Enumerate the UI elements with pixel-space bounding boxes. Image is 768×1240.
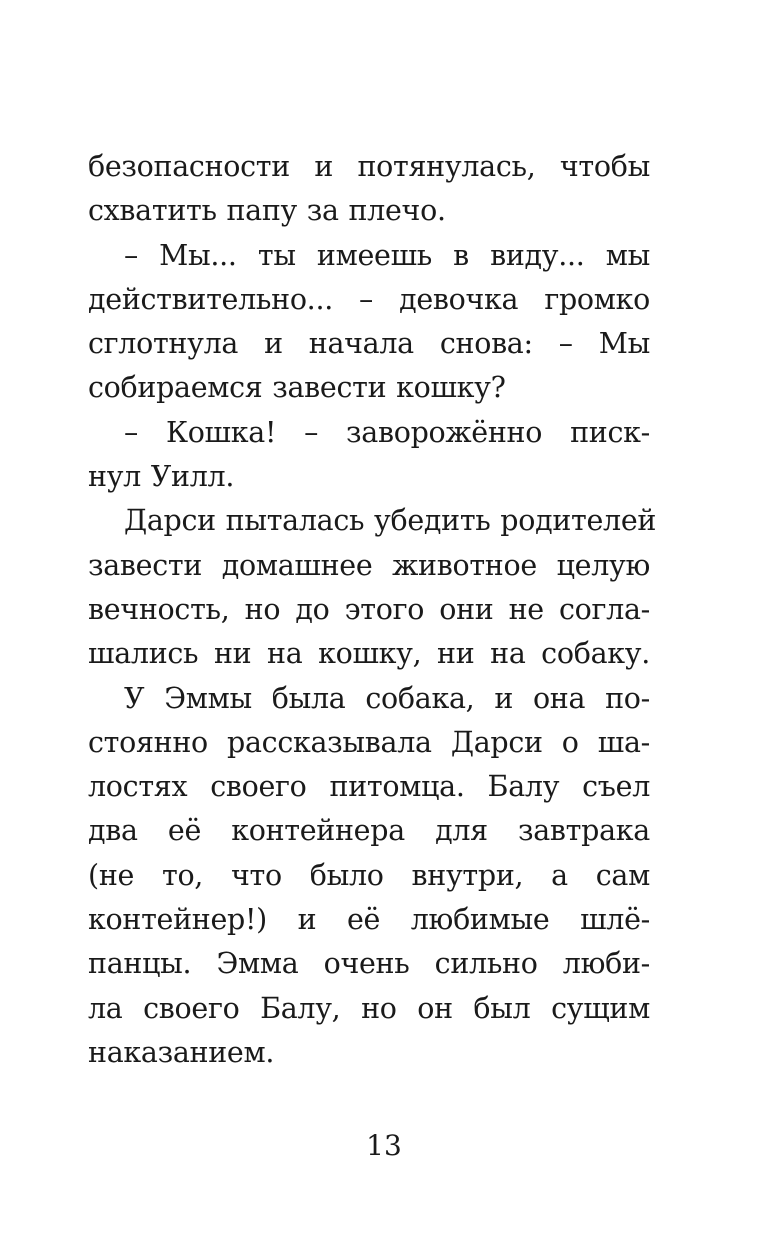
- text-line: стоянно рассказывала Дарси о ша-: [88, 725, 650, 759]
- text-line: нул Уилл.: [88, 460, 235, 494]
- text-line: схватить папу за плечо.: [88, 194, 446, 228]
- text-line: У Эммы была собака, и она по-: [124, 681, 650, 715]
- text-line: панцы. Эмма очень сильно люби-: [88, 947, 650, 981]
- text-line: безопасности и потянулась, чтобы: [88, 150, 650, 183]
- text-line: лостях своего питомца. Балу съел: [88, 770, 650, 804]
- text-line: шались ни на кошку, ни на собаку.: [88, 637, 650, 671]
- text-line: наказанием.: [88, 1035, 275, 1069]
- text-line: завести домашнее животное целую: [88, 548, 650, 582]
- text-line: вечность, но до этого они не согла-: [88, 592, 650, 626]
- page-number: 13: [366, 1129, 402, 1162]
- text-line: действительно... – девочка громко: [88, 282, 650, 316]
- body-text: [88, 145, 657, 1075]
- text-line: контейнер!) и её любимые шлё-: [88, 903, 650, 937]
- text-line: (не то, что было внутри, а сам: [88, 858, 650, 892]
- text-line: ла своего Балу, но он был сущим: [88, 991, 650, 1025]
- text-line: собираемся завести кошку?: [88, 371, 506, 405]
- text-line: Дарси пыталась убедить родителей: [124, 504, 657, 538]
- text-line: – Кошка! – заворожённо писк-: [124, 415, 650, 449]
- text-line: сглотнула и начала снова: – Мы: [88, 327, 650, 361]
- text-line: два её контейнера для завтрака: [88, 814, 650, 848]
- text-line: – Мы... ты имеешь в виду... мы: [124, 238, 650, 272]
